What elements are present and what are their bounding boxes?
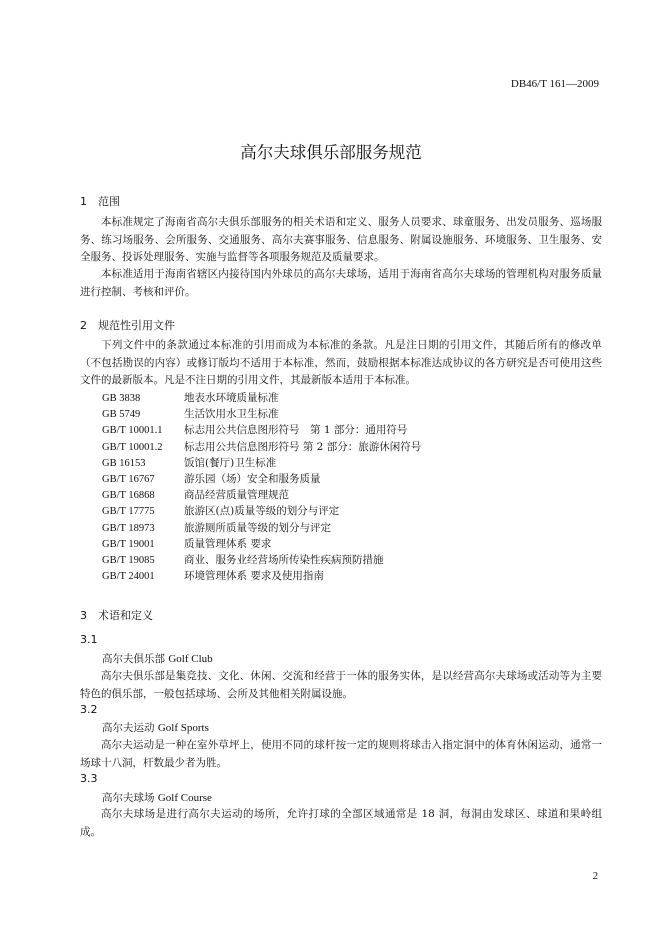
reference-title: 饭馆(餐厅)卫生标准 — [184, 456, 277, 469]
reference-code: GB/T 16767 — [102, 473, 155, 485]
term-definition: 高尔夫球场是进行高尔夫运动的场所，允许打球的全部区域通常是 18 洞，每洞由发球区、球道和果岭组成。 — [80, 808, 602, 838]
term-name-zh: 高尔夫俱乐部 — [102, 653, 165, 665]
term-definition: 高尔夫运动是一种在室外草坪上，使用不同的球杆按一定的规则将球击入指定洞中的体育休闲运动，通常一场球十八洞，杆数最少者为胜。 — [80, 739, 602, 769]
reference-item — [102, 406, 421, 422]
section-2-heading — [80, 317, 175, 333]
reference-code: GB/T 17775 — [102, 506, 155, 518]
term-name — [102, 720, 209, 735]
reference-code: GB/T 10001.2 — [102, 441, 163, 453]
page-title: 高尔夫球俱乐部服务规范 — [240, 143, 422, 162]
reference-title: 质量管理体系 要求 — [184, 537, 272, 550]
reference-title: 商品经营质量管理规范 — [184, 489, 289, 502]
reference-code: GB/T 19085 — [102, 554, 155, 566]
section-number: 3 — [80, 609, 87, 622]
reference-title: 标志用公共信息图形符号 第 2 部分：旅游休闲符号 — [184, 440, 422, 453]
reference-title: 旅游区(点)质量等级的划分与评定 — [184, 505, 340, 518]
reference-code: GB/T 18973 — [102, 522, 155, 534]
term-definition: 高尔夫俱乐部是集竞技、文化、休闲、交流和经营于一体的服务实体，是以经营高尔夫球场或活动等为主要特色的俱乐部，一般包括球场、会所及其他相关附属设施。 — [80, 670, 602, 700]
term-name-zh: 高尔夫运动 — [102, 722, 155, 734]
reference-item — [102, 390, 421, 406]
term-name-en: Golf Sports — [157, 722, 209, 734]
reference-title: 标志用公共信息图形符号 第 1 部分：通用符号 — [184, 424, 408, 437]
reference-item — [102, 503, 421, 519]
section-title: 规范性引用文件 — [98, 319, 175, 332]
section-number: 2 — [80, 319, 87, 332]
page-number: 2 — [592, 871, 598, 882]
reference-list — [102, 390, 421, 584]
reference-item — [102, 455, 421, 471]
term-name — [102, 651, 213, 666]
section-3-heading — [80, 607, 153, 623]
reference-code: GB 16153 — [102, 457, 146, 469]
section-title: 范围 — [98, 195, 120, 208]
term-number: 3.2 — [80, 703, 98, 716]
reference-title: 地表水环境质量标准 — [184, 392, 279, 404]
term-name-en: Golf Club — [168, 653, 213, 665]
section-title: 术语和定义 — [98, 609, 153, 622]
reference-title: 生活饮用水卫生标准 — [184, 408, 279, 421]
standard-code: DB46/T 161—2009 — [510, 78, 599, 90]
reference-title: 游乐园（场）安全和服务质量 — [184, 472, 321, 485]
term-number: 3.1 — [80, 633, 98, 646]
term-number: 3.3 — [80, 772, 98, 785]
reference-code: GB 5749 — [102, 409, 141, 421]
reference-code: GB/T 16868 — [102, 490, 155, 502]
reference-item — [102, 487, 421, 503]
reference-item — [102, 422, 421, 438]
section-1-paragraph-2: 本标准适用于海南省辖区内接待国内外球员的高尔夫球场，适用于海南省高尔夫球场的管理机构对服务质量进行控制、考核和评价。 — [80, 268, 602, 298]
reference-code: GB/T 24001 — [102, 571, 155, 583]
reference-item — [102, 552, 421, 568]
reference-title: 旅游厕所质量等级的划分与评定 — [184, 521, 331, 534]
reference-item — [102, 471, 421, 487]
reference-item — [102, 568, 421, 584]
term-name-en: Golf Course — [157, 792, 212, 804]
term-name-zh: 高尔夫球场 — [102, 792, 155, 804]
section-1-paragraph-1: 本标准规定了海南省高尔夫俱乐部服务的相关术语和定义、服务人员要求、球童服务、出发员服务、巡场服务、练习场服务、会所服务、交通服务、高尔夫赛事服务、信息服务、附属设施服务、环境服务、卫生服务、安全服务、投诉处理服务、实施与监督等各项服务规范及质量要求。 — [80, 216, 602, 263]
term-name — [102, 790, 212, 805]
reference-code: GB 3838 — [102, 393, 141, 404]
section-1-heading — [80, 193, 120, 209]
reference-item — [102, 520, 421, 536]
reference-title: 环境管理体系 要求及使用指南 — [184, 570, 324, 583]
reference-code: GB/T 19001 — [102, 538, 155, 550]
section-2-intro: 下列文件中的条款通过本标准的引用而成为本标准的条款。凡是注日期的引用文件，其随后所有的修改单（不包括勘误的内容）或修订版均不适用于本标准，然而，鼓励根据本标准达成协议的各方研究是否可使用这些文件的最新版本。凡是不注日期的引用文件，其最新版本适用于本标准。 — [80, 339, 602, 386]
reference-item — [102, 439, 421, 455]
reference-title: 商业、服务业经营场所传染性疾病预防措施 — [184, 553, 384, 566]
reference-item — [102, 536, 421, 552]
reference-code: GB/T 10001.1 — [102, 425, 163, 437]
section-number: 1 — [80, 195, 87, 208]
